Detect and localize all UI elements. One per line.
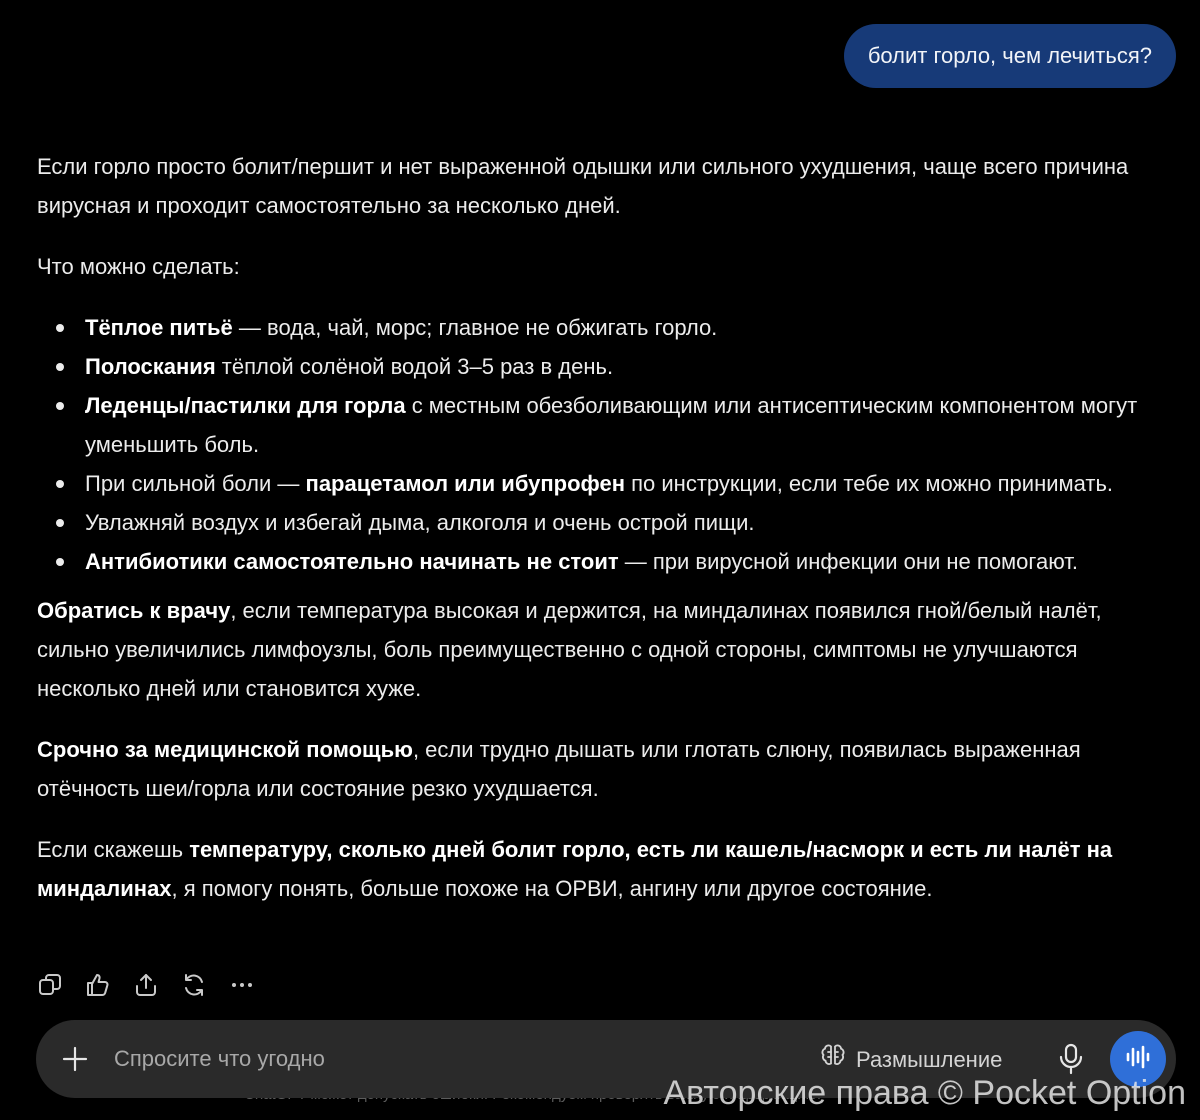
list-item: Увлажняй воздух и избегай дыма, алкоголя и очень острой пищи. <box>37 503 1177 542</box>
answer-lead: Что можно сделать: <box>37 254 240 279</box>
more-icon[interactable] <box>228 968 256 1002</box>
plus-icon[interactable] <box>60 1044 90 1074</box>
regenerate-icon[interactable] <box>180 968 208 1002</box>
answer-closing: Если скажешь температуру, сколько дней болит горло, есть ли кашель/насморк и есть ли налёт на миндалинах, я помогу понять, больше похоже на ОРВИ, ангину или другое состояние. <box>37 837 1113 901</box>
copyright-watermark: Авторские права © Pocket Option <box>663 1074 1186 1112</box>
thinking-mode-label: Размышление <box>856 1047 1003 1072</box>
assistant-answer <box>37 147 1177 908</box>
message-actions <box>36 968 256 1002</box>
microphone-icon[interactable] <box>1056 1042 1086 1076</box>
thinking-mode-button[interactable] <box>820 1042 1002 1078</box>
list-item: Леденцы/пастилки для горла с местным обезболивающим или антисептическим компонентом могут уменьшить боль. <box>37 386 1177 464</box>
brain-icon <box>820 1042 846 1078</box>
user-message-bubble <box>844 24 1176 88</box>
thumbs-icon[interactable] <box>84 968 112 1002</box>
answer-urgent-help: Срочно за медицинской помощью, если трудно дышать или глотать слюну, появилась выраженная отёчность шеи/горла или состояние резко ухудшается. <box>37 737 1081 801</box>
soundwave-icon <box>1124 1043 1152 1076</box>
list-item: Тёплое питьё — вода, чай, морс; главное не обжигать горло. <box>37 308 1177 347</box>
answer-see-doctor: Обратись к врачу, если температура высокая и держится, на миндалинах появился гной/белый налёт, сильно увеличились лимфоузлы, боль преимущественно с одной стороны, симптомы не улучшаются несколько дней или становится хуже. <box>37 598 1102 701</box>
answer-intro: Если горло просто болит/першит и нет выраженной одышки или сильного ухудшения, чаще всего причина вирусная и проходит самостоятельно за несколько дней. <box>37 154 1129 218</box>
list-item: При сильной боли — парацетамол или ибупрофен по инструкции, если тебе их можно принимать. <box>37 464 1177 503</box>
list-item: Полоскания тёплой солёной водой 3–5 раз в день. <box>37 347 1177 386</box>
share-icon[interactable] <box>132 968 160 1002</box>
prompt-input[interactable]: Спросите что угодно <box>114 1046 325 1071</box>
copy-icon[interactable] <box>36 968 64 1002</box>
answer-bullet-list <box>37 308 1177 581</box>
user-message-text: болит горло, чем лечиться? <box>867 43 1152 68</box>
list-item: Антибиотики самостоятельно начинать не стоит — при вирусной инфекции они не помогают. <box>37 542 1177 581</box>
